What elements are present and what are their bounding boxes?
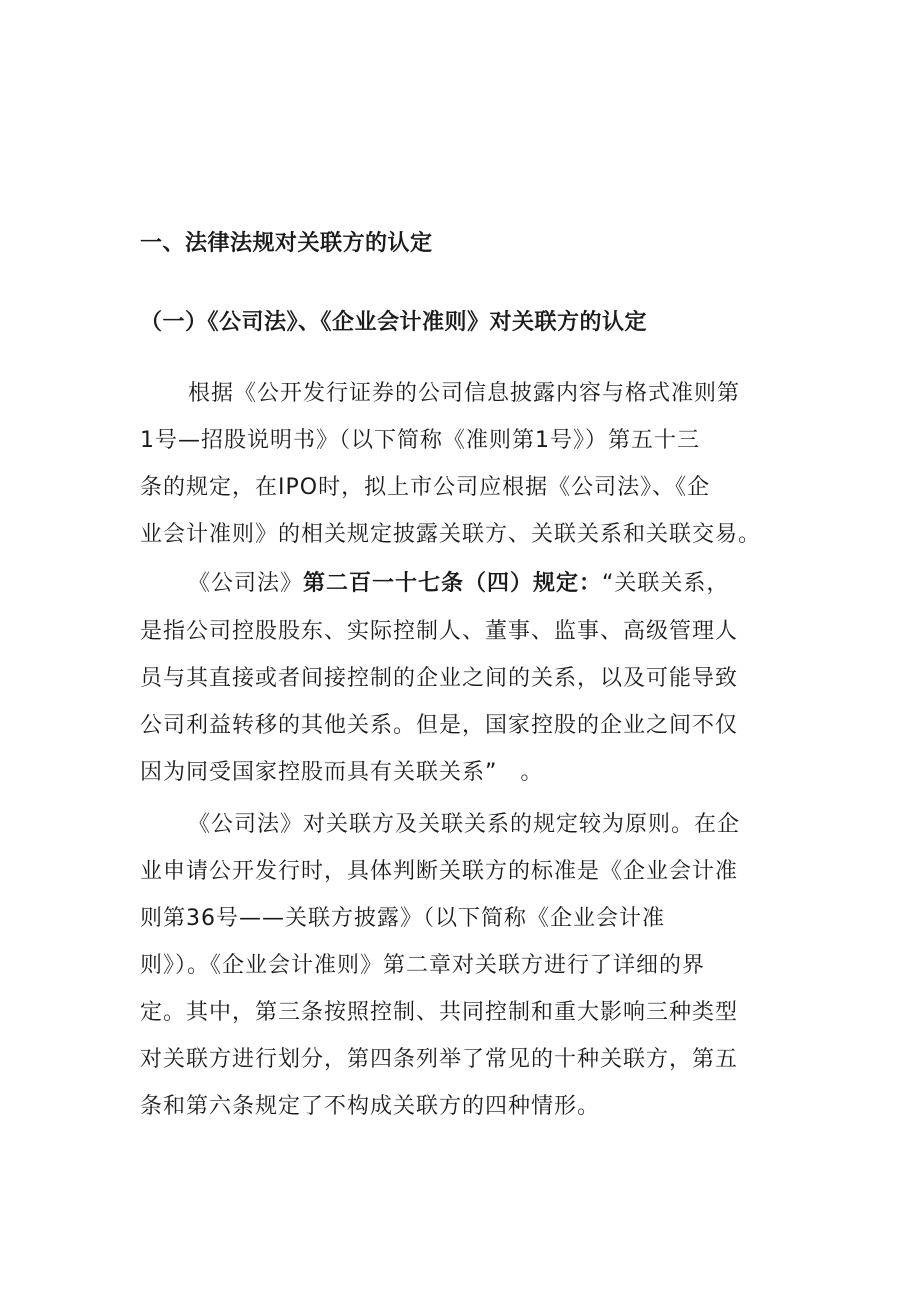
paragraph-3-line-6: 对关联方进行划分，第四条列举了常见的十种关联方，第五 [140,1047,739,1072]
section-heading: 一、法律法规对关联方的认定 [140,231,433,256]
law-name: 《公司法》 [188,571,304,596]
paragraph-3-line-7: 条和第六条规定了不构成关联方的四种情形。 [140,1094,601,1119]
paragraph-2-line-2: 是指公司控股股东、实际控制人、董事、监事、高级管理人 [140,619,739,644]
paragraph-3-line-1: 《公司法》对关联方及关联关系的规定较为原则。在企 [188,812,741,837]
paragraph-2-line-5: 因为同受国家控股而具有关联关系” 。 [140,760,544,785]
paragraph-2-line-1 [188,566,729,597]
subsection-heading: （一）《公司法》、《企业会计准则》对关联方的认定 [140,310,648,335]
paragraph-1-line-4: 业会计准则》的相关规定披露关联方、关联关系和关联交易。 [140,522,762,547]
paragraph-3-line-2: 业申请公开发行时，具体判断关联方的标准是《企业会计准 [140,859,739,884]
paragraph-2-line-3: 员与其直接或者间接控制的企业之间的关系，以及可能导致 [140,666,739,691]
paragraph-1-line-2: 1号—招股说明书》（以下简称《准则第1号》）第五十三 [140,428,700,453]
paragraph-2-line-4: 公司利益转移的其他关系。但是，国家控股的企业之间不仅 [140,713,739,738]
paragraph-3-line-4: 则》）。《企业会计准则》第二章对关联方进行了详细的界 [140,953,706,978]
paragraph-1-line-1: 根据《公开发行证券的公司信息披露内容与格式准则第 [188,381,741,406]
quote-start: “关联关系， [602,571,730,596]
article-reference: 第二百一十七条（四）规定： [303,571,603,596]
paragraph-1-line-3: 条的规定，在IPO时，拟上市公司应根据《公司法》、《企 [140,475,711,500]
paragraph-3-line-3: 则第36号——关联方披露》（以下简称《企业会计准 [140,906,665,931]
paragraph-3-line-5: 定。其中，第三条按照控制、共同控制和重大影响三种类型 [140,1000,739,1025]
